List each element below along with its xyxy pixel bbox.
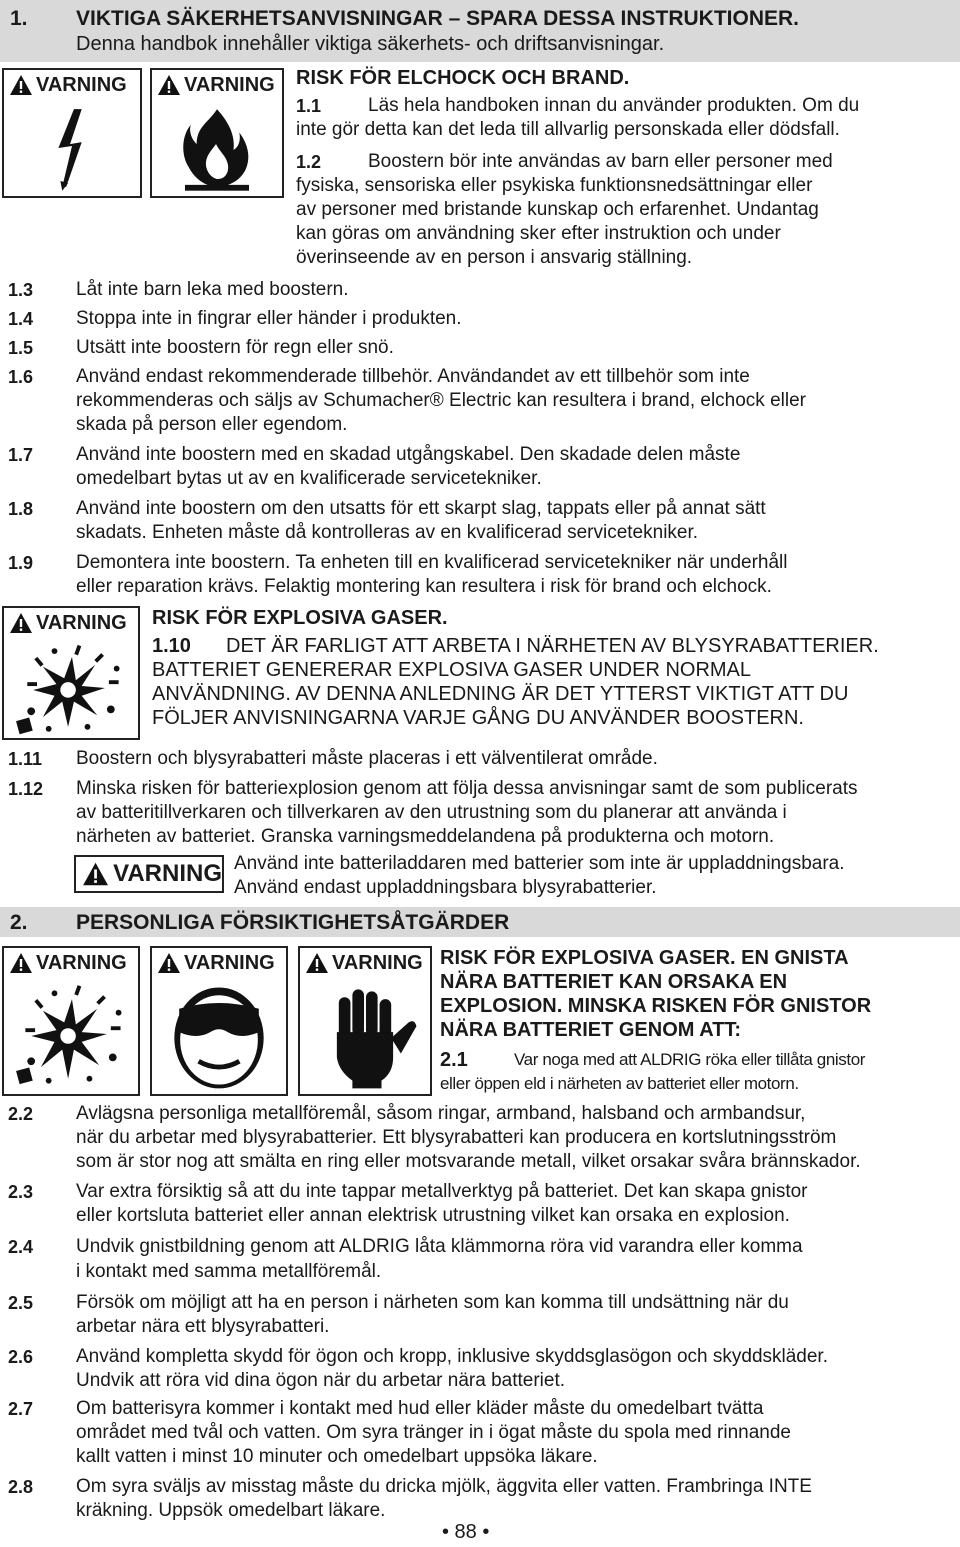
warning-box-glove — [298, 946, 432, 1096]
warning-label: VARNING — [113, 860, 222, 887]
item-number: 2.3 — [8, 1182, 34, 1202]
item-number: 2.5 — [8, 1293, 34, 1313]
item-line: närheten av batteriet. Granska varningsmeddelandena på produkterna och motorn. — [76, 826, 775, 847]
risk-heading-line: NÄRA BATTERIET GENOM ATT: — [440, 1019, 742, 1041]
item-line: ANVÄNDNING. AV DENNA ANLEDNING ÄR DET YTTERST VIKTIGT ATT DU — [152, 683, 849, 705]
item-line: DET ÄR FARLIGT ATT ARBETA I NÄRHETEN AV BLYSYRABATTERIER. — [226, 635, 879, 657]
item-line: Undvik att röra vid dina ögon när du arbetar nära batteriet. — [76, 1370, 566, 1391]
warning-label: VARNING — [184, 952, 275, 974]
item-number: 2.7 — [8, 1399, 34, 1419]
item-line: eller kortsluta batteriet eller annan elektrisk utrustning vilket kan orsaka en explosion. — [76, 1205, 790, 1226]
item-line: Demontera inte boostern. Ta enheten till en kvalificerad servicetekniker när underhåll — [76, 552, 788, 573]
item-line: Använd inte boostern med en skadad utgångskabel. Den skadade delen måste — [76, 444, 741, 465]
item-line: som är stor nog att smälta en ring eller motsvarande metall, vilket orsakar svåra brännskador. — [76, 1151, 861, 1172]
item-number: 2.8 — [8, 1477, 34, 1497]
item-line: eller öppen eld i närheten av batteriet eller motorn. — [440, 1074, 799, 1093]
risk-heading-explosive: RISK FÖR EXPLOSIVA GASER. — [152, 607, 448, 629]
item-line: Var extra försiktig så att du inte tappar metallverktyg på batteriet. Det kan skapa gnistor — [76, 1181, 808, 1202]
warning-label: VARNING — [184, 74, 275, 96]
item-number: 1.7 — [8, 445, 34, 465]
item-number: 1.12 — [8, 779, 44, 799]
item-line: Använd endast rekommenderade tillbehör. Användandet av ett tillbehör som inte — [76, 366, 750, 387]
section-1-header — [0, 0, 960, 62]
section-1-title: VIKTIGA SÄKERHETSANVISNINGAR – SPARA DESSA INSTRUKTIONER. — [76, 7, 800, 30]
item-line: FÖLJER ANVISNINGARNA VARJE GÅNG DU ANVÄNDER BOOSTERN. — [152, 707, 804, 729]
item-number: 1.5 — [8, 338, 34, 358]
item-line: eller reparation krävs. Felaktig montering kan resultera i risk för brand och elchock. — [76, 576, 772, 597]
warning-label: VARNING — [36, 612, 127, 634]
item-number: 1.2 — [296, 152, 322, 172]
inline-warning-line: Använd endast uppladdningsbara blysyrabatterier. — [234, 877, 657, 898]
warning-box-explosion-2 — [2, 946, 140, 1096]
warning-label: VARNING — [332, 952, 423, 974]
item-number: 1.3 — [8, 280, 34, 300]
item-line: av batteritillverkaren och tillverkaren av den utrustning som du planerar att använda i — [76, 802, 787, 823]
item-line: överinseende av en person i ansvarig ställning. — [296, 247, 693, 268]
risk-heading-line: RISK FÖR EXPLOSIVA GASER. EN GNISTA — [440, 947, 849, 969]
section-2-title: PERSONLIGA FÖRSIKTIGHETSÅTGÄRDER — [76, 911, 510, 934]
item-number: 1.1 — [296, 96, 322, 116]
item-number: 1.6 — [8, 367, 34, 387]
item-line: Boostern bör inte användas av barn eller personer med — [368, 151, 833, 172]
item-line: Läs hela handboken innan du använder produkten. Om du — [368, 95, 860, 116]
item-line: rekommenderas och säljs av Schumacher® Electric kan resultera i brand, elchock eller — [76, 390, 806, 411]
warning-triangle-icon — [305, 952, 329, 974]
item-line: Stoppa inte in fingrar eller händer i produkten. — [76, 308, 462, 329]
warning-triangle-icon — [157, 74, 181, 96]
item-number: 2.4 — [8, 1237, 34, 1257]
item-line: i kontakt med samma metallföremål. — [76, 1261, 382, 1282]
protective-glove-icon — [300, 978, 430, 1094]
risk-heading-line: NÄRA BATTERIET KAN ORSAKA EN — [440, 971, 788, 993]
warning-box-explosion — [2, 606, 140, 740]
item-line: av personer med bristande kunskap och erfarenhet. Undantag — [296, 199, 819, 220]
section-1-number: 1. — [10, 7, 28, 30]
item-line: skadats. Enheten måste då kontrolleras av en kvalificerad servicetekniker. — [76, 522, 699, 543]
item-number: 2.1 — [440, 1049, 468, 1071]
item-number: 1.4 — [8, 309, 34, 329]
risk-heading-line: EXPLOSION. MINSKA RISKEN FÖR GNISTOR — [440, 995, 872, 1017]
item-line: Avlägsna personliga metallföremål, såsom ringar, armband, halsband och armbandsur, — [76, 1103, 806, 1124]
warning-triangle-icon — [9, 74, 33, 96]
section-2-number: 2. — [10, 911, 28, 934]
item-number: 1.9 — [8, 553, 34, 573]
item-line: Boostern och blysyrabatteri måste placeras i ett välventilerat område. — [76, 748, 658, 769]
warning-triangle-icon — [82, 861, 109, 887]
section-2-header — [0, 907, 960, 937]
item-line: omedelbart bytas ut av en kvalificerade servicetekniker. — [76, 468, 542, 489]
warning-box-fire — [150, 68, 284, 198]
item-line: Använd inte boostern om den utsatts för ett skarpt slag, tappats eller på annat sätt — [76, 498, 766, 519]
item-line: Var noga med att ALDRIG röka eller tillåta gnistor — [514, 1050, 866, 1069]
item-line: kräkning. Uppsök omedelbart läkare. — [76, 1500, 386, 1521]
item-line: Undvik gnistbildning genom att ALDRIG låta klämmorna röra vid varandra eller komma — [76, 1236, 803, 1257]
item-line: kan göras om användning sker efter instruktion och under — [296, 223, 781, 244]
item-line: arbetar nära ett blysyrabatteri. — [76, 1316, 330, 1337]
item-line: när du arbetar med blysyrabatterier. Ett blysyrabatteri kan producera en kortslutningsström — [76, 1127, 837, 1148]
item-line: Om batterisyra kommer i kontakt med hud eller kläder måste du omedelbart tvätta — [76, 1398, 764, 1419]
item-number: 1.10 — [152, 635, 191, 657]
item-number: 2.2 — [8, 1104, 34, 1124]
electric-shock-icon — [4, 100, 140, 196]
inline-warning-label — [74, 855, 224, 893]
item-line: kallt vatten i minst 10 minuter och omedelbart uppsöka läkare. — [76, 1446, 598, 1467]
warning-box-electric — [2, 68, 142, 198]
warning-triangle-icon — [157, 952, 181, 974]
safety-goggles-icon — [152, 978, 286, 1094]
fire-icon — [152, 100, 282, 196]
warning-label: VARNING — [36, 74, 127, 96]
item-line: Försök om möjligt att ha en person i närheten som kan komma till undsättning när du — [76, 1292, 789, 1313]
warning-box-goggles — [150, 946, 288, 1096]
risk-heading-electric: RISK FÖR ELCHOCK OCH BRAND. — [296, 67, 630, 89]
item-number: 1.11 — [8, 749, 43, 769]
item-line: Låt inte barn leka med boostern. — [76, 279, 349, 300]
warning-triangle-icon — [9, 952, 33, 974]
item-line: skada på person eller egendom. — [76, 414, 348, 435]
warning-label: VARNING — [36, 952, 127, 974]
item-line: Minska risken för batteriexplosion genom att följa dessa anvisningar samt de som publicerats — [76, 778, 858, 799]
item-line: fysiska, sensoriska eller psykiska funktionsnedsättningar eller — [296, 175, 813, 196]
item-number: 1.8 — [8, 499, 34, 519]
item-line: området med tvål och vatten. Om syra tränger in i ögat måste du spola med rinnande — [76, 1422, 791, 1443]
item-number: 2.6 — [8, 1347, 34, 1367]
item-line: Utsätt inte boostern för regn eller snö. — [76, 337, 394, 358]
explosion-icon — [4, 978, 138, 1094]
inline-warning-line: Använd inte batteriladdaren med batterier som inte är uppladdningsbara. — [234, 853, 845, 874]
item-line: Om syra sväljs av misstag måste du dricka mjölk, äggvita eller vatten. Frambringa INTE — [76, 1476, 812, 1497]
item-line: inte gör detta kan det leda till allvarlig personskada eller dödsfall. — [296, 119, 840, 140]
warning-triangle-icon — [9, 612, 33, 634]
explosion-icon — [4, 638, 138, 738]
item-line: BATTERIET GENERERAR EXPLOSIVA GASER UNDER NORMAL — [152, 659, 752, 681]
item-line: Använd kompletta skydd för ögon och kropp, inklusive skyddsglasögon och skyddskläder. — [76, 1346, 828, 1367]
section-1-subtitle: Denna handbok innehåller viktiga säkerhets- och driftsanvisningar. — [76, 33, 665, 55]
page-number: • 88 • — [442, 1521, 490, 1543]
